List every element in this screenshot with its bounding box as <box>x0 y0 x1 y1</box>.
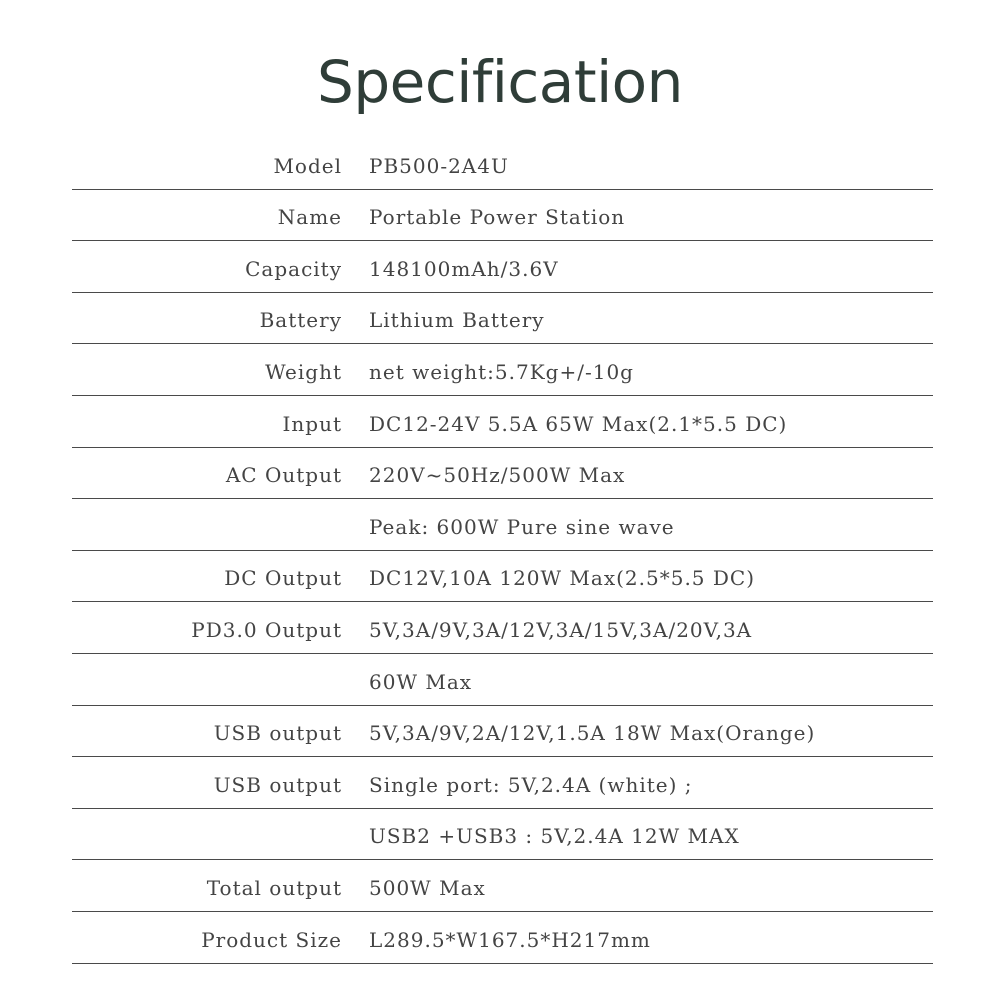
spec-value: net weight:5.7Kg+/-10g <box>369 359 634 384</box>
spec-value: 148100mAh/3.6V <box>369 256 559 281</box>
spec-value: Lithium Battery <box>369 308 545 333</box>
spec-row-ac-output <box>72 448 933 500</box>
spec-row-model <box>72 138 933 190</box>
spec-value: 500W Max <box>369 875 486 900</box>
spec-row-battery <box>72 293 933 345</box>
spec-value: 220V~50Hz/500W Max <box>369 463 626 488</box>
spec-row-usb-output-qc <box>72 706 933 758</box>
spec-value: Single port: 5V,2.4A (white) ; <box>369 772 693 797</box>
spec-row-capacity <box>72 241 933 293</box>
spec-row-name <box>72 190 933 242</box>
spec-label: AC Output <box>225 463 342 488</box>
spec-value: DC12-24V 5.5A 65W Max(2.1*5.5 DC) <box>369 411 788 436</box>
spec-label: Model <box>273 153 342 178</box>
spec-row-usb-output-single <box>72 757 933 809</box>
spec-row-input <box>72 396 933 448</box>
spec-value: Portable Power Station <box>369 205 626 230</box>
spec-row-weight <box>72 344 933 396</box>
spec-row-product-size <box>72 912 933 964</box>
spec-value: L289.5*W167.5*H217mm <box>369 927 651 952</box>
spec-row-total-output <box>72 860 933 912</box>
spec-label: Name <box>277 205 342 230</box>
spec-value: DC12V,10A 120W Max(2.5*5.5 DC) <box>369 566 756 591</box>
spec-label: Product Size <box>201 927 342 952</box>
spec-label: Battery <box>259 308 342 333</box>
spec-row-pd-output <box>72 602 933 654</box>
spec-value: 60W Max <box>369 669 473 694</box>
spec-row-pd-max <box>72 654 933 706</box>
spec-label: Total output <box>206 875 342 900</box>
spec-row-usb-output-multi <box>72 809 933 861</box>
spec-value: 5V,3A/9V,3A/12V,3A/15V,3A/20V,3A <box>369 617 753 642</box>
spec-label: USB output <box>213 721 342 746</box>
spec-label: DC Output <box>224 566 342 591</box>
spec-label: USB output <box>213 772 342 797</box>
spec-label: Input <box>282 411 342 436</box>
spec-row-ac-peak <box>72 499 933 551</box>
spec-value: USB2 +USB3 : 5V,2.4A 12W MAX <box>369 824 740 849</box>
spec-label: Weight <box>265 359 342 384</box>
spec-value: Peak: 600W Pure sine wave <box>369 514 675 539</box>
spec-table <box>72 138 933 964</box>
spec-value: 5V,3A/9V,2A/12V,1.5A 18W Max(Orange) <box>369 721 816 746</box>
spec-row-dc-output <box>72 551 933 603</box>
spec-label: PD3.0 Output <box>191 617 342 642</box>
spec-label: Capacity <box>245 256 342 281</box>
page-title: Specification <box>317 48 683 116</box>
spec-value: PB500-2A4U <box>369 153 509 178</box>
